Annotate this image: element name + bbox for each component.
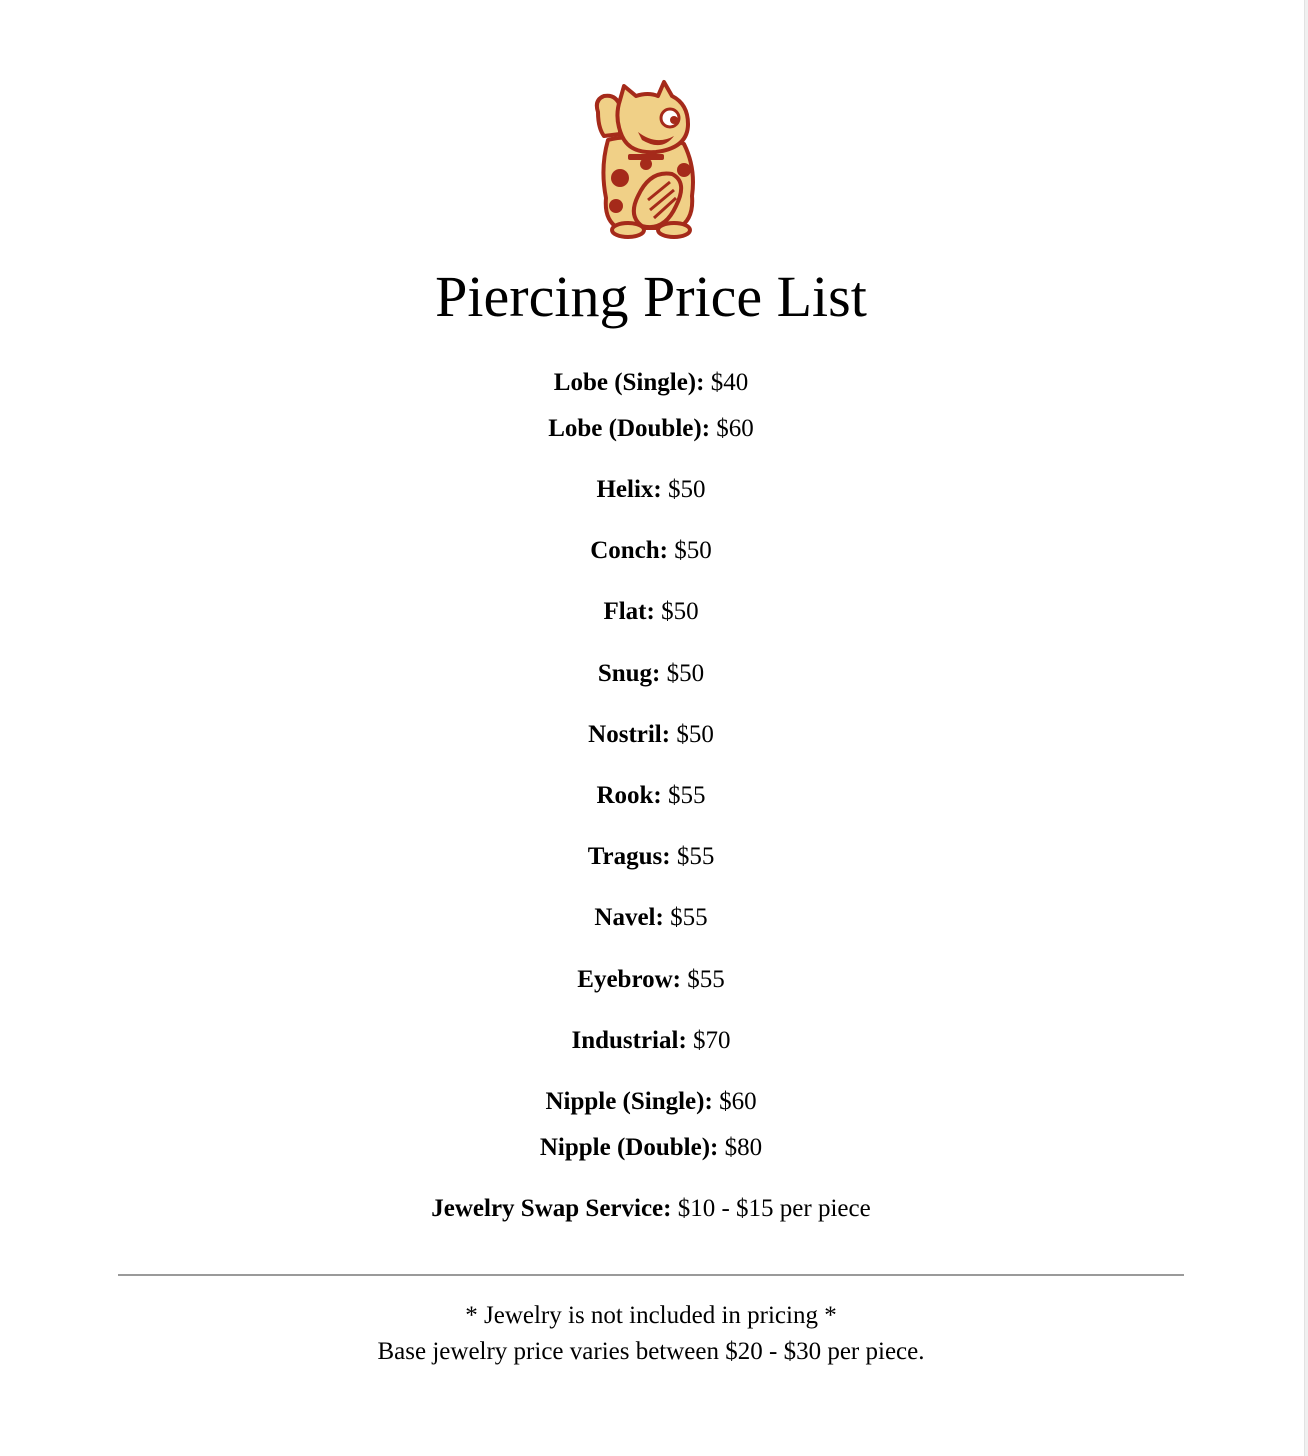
price-item bbox=[0, 842, 1302, 872]
page-title: Piercing Price List bbox=[435, 264, 867, 329]
price-item-value: $50 bbox=[666, 660, 705, 687]
page-edge bbox=[1304, 0, 1308, 1456]
price-item-value: $55 bbox=[676, 843, 715, 870]
divider bbox=[118, 1274, 1184, 1276]
price-item bbox=[0, 597, 1302, 627]
price-item bbox=[0, 1133, 1302, 1163]
price-item-name: Jewelry Swap Service: bbox=[431, 1195, 672, 1222]
price-item-name: Lobe (Double): bbox=[548, 415, 711, 442]
price-item bbox=[0, 659, 1302, 689]
price-item-name: Industrial: bbox=[571, 1027, 687, 1054]
price-item bbox=[0, 475, 1302, 505]
price-item bbox=[0, 903, 1302, 933]
price-item bbox=[0, 965, 1302, 995]
price-item-name: Nipple (Single): bbox=[545, 1088, 713, 1115]
price-item bbox=[0, 1194, 1302, 1224]
price-item-value: $70 bbox=[693, 1027, 731, 1054]
price-item-name: Nipple (Double): bbox=[539, 1134, 719, 1161]
lucky-cat-logo-icon bbox=[590, 78, 704, 240]
price-item-value: $80 bbox=[724, 1134, 763, 1161]
price-item-name: Navel: bbox=[594, 904, 664, 931]
price-item-name: Flat: bbox=[603, 598, 655, 625]
price-item-name: Nostril: bbox=[588, 721, 671, 748]
price-item-name: Helix: bbox=[596, 476, 662, 503]
price-item-value: $55 bbox=[670, 904, 708, 931]
jewelry-base-price-note: Base jewelry price varies between $20 - $30 per piece. bbox=[377, 1338, 925, 1365]
price-item-value: $55 bbox=[687, 966, 725, 993]
price-item-value: $50 bbox=[676, 721, 714, 748]
price-item bbox=[0, 1026, 1302, 1056]
price-item-value: $60 bbox=[716, 415, 754, 442]
price-item-value: $50 bbox=[661, 598, 699, 625]
price-item bbox=[0, 1087, 1302, 1117]
price-item-name: Rook: bbox=[596, 782, 662, 809]
price-item-value: $50 bbox=[668, 476, 706, 503]
price-item-name: Conch: bbox=[590, 537, 669, 564]
price-item bbox=[0, 536, 1302, 566]
price-item-name: Snug: bbox=[597, 660, 661, 687]
price-item bbox=[0, 368, 1302, 398]
price-item-value: $10 - $15 per piece bbox=[677, 1195, 871, 1222]
price-item-name: Eyebrow: bbox=[577, 966, 681, 993]
price-item-name: Lobe (Single): bbox=[553, 369, 705, 396]
price-item bbox=[0, 781, 1302, 811]
price-item-value: $60 bbox=[719, 1088, 757, 1115]
price-item-name: Tragus: bbox=[587, 843, 671, 870]
price-item bbox=[0, 720, 1302, 750]
jewelry-disclaimer: * Jewelry is not included in pricing * bbox=[465, 1302, 837, 1329]
price-item-value: $40 bbox=[710, 369, 749, 396]
price-item-value: $55 bbox=[668, 782, 706, 809]
price-item-value: $50 bbox=[674, 537, 712, 564]
price-item bbox=[0, 414, 1302, 444]
